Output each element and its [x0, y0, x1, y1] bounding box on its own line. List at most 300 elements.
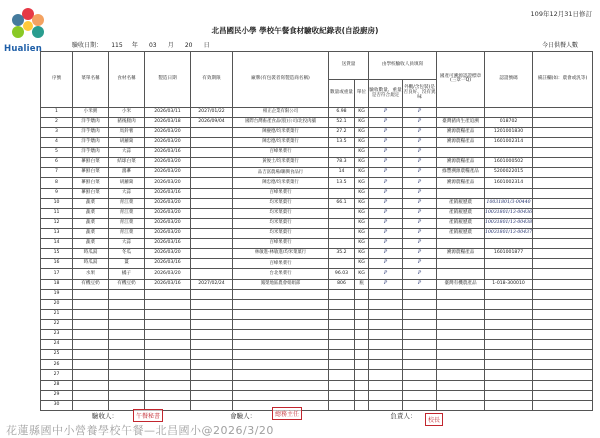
cell-ingredient: 大蒜	[109, 239, 145, 249]
cell-qty: 35.2	[329, 249, 355, 259]
cell-ingredient: 橘子	[109, 269, 145, 279]
cell-cert-no: 1601002314	[485, 137, 533, 147]
table-row	[41, 319, 593, 329]
cell-seq: 7	[41, 168, 73, 178]
cell-unit	[355, 299, 369, 309]
cell-qty	[329, 340, 355, 350]
cell-supplier: 百峰果菜行	[233, 239, 329, 249]
cell-dish	[73, 340, 109, 350]
cell-qty: 13.5	[329, 137, 355, 147]
receipt-month: 03	[148, 42, 157, 49]
receipt-month-unit: 月	[167, 42, 174, 49]
cell-expiry	[191, 319, 233, 329]
cell-unit	[355, 309, 369, 319]
cell-check-quality: P	[369, 269, 403, 279]
cell-check-packaging: P	[403, 259, 437, 269]
header-unit: 單位	[355, 80, 369, 107]
cell-check-packaging: P	[403, 239, 437, 249]
cell-check-packaging: P	[403, 198, 437, 208]
cell-seq: 3	[41, 127, 73, 137]
cell-expiry	[191, 340, 233, 350]
cell-expiry	[191, 269, 233, 279]
cell-check-quality: P	[369, 249, 403, 259]
cell-check-quality: P	[369, 188, 403, 198]
cell-qty: 52.1	[329, 117, 355, 127]
cell-supplier: 陳慶德/均米菜菓行	[233, 127, 329, 137]
cell-cert-no	[485, 148, 533, 158]
cell-expiry	[191, 370, 233, 380]
cell-ingredient	[109, 289, 145, 299]
cell-unit: KG	[355, 158, 369, 168]
cell-dish	[73, 360, 109, 370]
cell-dish	[73, 319, 109, 329]
cell-check-packaging	[403, 400, 437, 410]
cell-check-packaging	[403, 380, 437, 390]
cell-gov-mark	[437, 380, 485, 390]
cell-seq: 23	[41, 330, 73, 340]
cell-cert-no: 1601000502	[485, 158, 533, 168]
cell-gov-mark: 產銷履歷農	[437, 218, 485, 228]
cell-expiry	[191, 299, 233, 309]
cell-check-packaging	[403, 319, 437, 329]
cell-gov-mark: 溯源農糧產品	[437, 158, 485, 168]
cell-dish	[73, 299, 109, 309]
cell-ingredient	[109, 299, 145, 309]
cell-expiry	[191, 188, 233, 198]
cell-unit: KG	[355, 208, 369, 218]
cell-check-quality: P	[369, 148, 403, 158]
cell-gov-mark	[437, 148, 485, 158]
cell-qty	[329, 319, 355, 329]
cell-supplier: 國際台灣畜產食品(股)公司/北投肉舖	[233, 117, 329, 127]
cell-supplier	[233, 370, 329, 380]
cell-check-packaging: P	[403, 279, 437, 289]
cell-cert-no: 5200022015	[485, 168, 533, 178]
cell-qty	[329, 360, 355, 370]
cell-dish	[73, 330, 109, 340]
cell-check-quality: P	[369, 127, 403, 137]
cell-remarks	[533, 370, 593, 380]
cell-cert-no	[485, 309, 533, 319]
header-ingredient: 食材名稱	[109, 52, 145, 108]
cell-gov-mark	[437, 360, 485, 370]
cell-mfg-date	[145, 380, 191, 390]
cell-check-quality: P	[369, 239, 403, 249]
cell-supplier: 黃俊士/均米菜菓行	[233, 158, 329, 168]
cell-gov-mark	[437, 269, 485, 279]
cell-dish: 蔘鮮白菜	[73, 188, 109, 198]
cell-qty	[329, 289, 355, 299]
cell-seq: 11	[41, 208, 73, 218]
cell-seq: 24	[41, 340, 73, 350]
cell-check-quality	[369, 289, 403, 299]
cell-dish: 洋芋燉肉	[73, 137, 109, 147]
cell-check-quality	[369, 319, 403, 329]
cell-supplier: 陳忠德/均米菜菓行	[233, 178, 329, 188]
cell-dish: 蔘鮮白菜	[73, 158, 109, 168]
cell-check-packaging	[403, 390, 437, 400]
cell-qty	[329, 370, 355, 380]
cell-ingredient: 胡蘿蔔	[109, 137, 145, 147]
table-row	[41, 299, 593, 309]
table-row	[41, 137, 593, 147]
cell-check-quality: P	[369, 208, 403, 218]
cell-check-quality: P	[369, 158, 403, 168]
cell-supplier	[233, 390, 329, 400]
cell-cert-no	[485, 370, 533, 380]
cell-dish: 洋芋燉肉	[73, 127, 109, 137]
cell-dish: 小米粥	[73, 107, 109, 117]
header-seq: 序號	[41, 52, 73, 108]
cell-cert-no	[485, 380, 533, 390]
cell-unit: KG	[355, 198, 369, 208]
inspector-label: 驗收人：	[92, 412, 118, 420]
cell-mfg-date: 2026/03/20	[145, 137, 191, 147]
cell-mfg-date: 2026/03/16	[145, 279, 191, 289]
cell-ingredient: 小米	[109, 107, 145, 117]
cell-unit: KG	[355, 239, 369, 249]
logo-text: Hualien	[4, 44, 42, 54]
table-row	[41, 400, 593, 410]
cell-unit: KG	[355, 269, 369, 279]
cell-check-packaging	[403, 350, 437, 360]
cell-seq: 28	[41, 380, 73, 390]
cell-ingredient: 青江菜	[109, 198, 145, 208]
cell-expiry	[191, 158, 233, 168]
cell-remarks	[533, 228, 593, 238]
cell-seq: 14	[41, 239, 73, 249]
school-logo	[6, 4, 50, 48]
cell-ingredient	[109, 330, 145, 340]
table-row	[41, 370, 593, 380]
cell-remarks	[533, 148, 593, 158]
cell-unit: KG	[355, 137, 369, 147]
cell-remarks	[533, 400, 593, 410]
table-row	[41, 127, 593, 137]
cell-qty: 78.3	[329, 158, 355, 168]
table-row	[41, 188, 593, 198]
cell-expiry: 2026/09/04	[191, 117, 233, 127]
cell-cert-no: 10031801/3-00440	[485, 198, 533, 208]
table-row	[41, 117, 593, 127]
cell-dish: 水果	[73, 269, 109, 279]
cell-ingredient: 冬瓜	[109, 249, 145, 259]
cell-supplier: 均米菜菓行	[233, 228, 329, 238]
cell-seq: 16	[41, 259, 73, 269]
table-row	[41, 279, 593, 289]
cell-mfg-date: 2026/03/20	[145, 218, 191, 228]
cell-qty	[329, 239, 355, 249]
cell-remarks	[533, 249, 593, 259]
cell-gov-mark	[437, 289, 485, 299]
cell-dish: 蔘鮮白菜	[73, 178, 109, 188]
cell-unit: KG	[355, 107, 369, 117]
cell-ingredient	[109, 350, 145, 360]
cell-expiry	[191, 218, 233, 228]
cell-unit: KG	[355, 218, 369, 228]
cell-gov-mark	[437, 330, 485, 340]
cell-expiry: 2027/01/22	[191, 107, 233, 117]
cell-seq: 15	[41, 249, 73, 259]
cell-cert-no	[485, 340, 533, 350]
table-row	[41, 178, 593, 188]
cell-seq: 19	[41, 289, 73, 299]
cell-supplier	[233, 380, 329, 390]
cell-remarks	[533, 127, 593, 137]
cell-ingredient	[109, 360, 145, 370]
cell-seq: 21	[41, 309, 73, 319]
cell-cert-no	[485, 239, 533, 249]
cell-expiry	[191, 178, 233, 188]
cell-supplier: 陳忠德/均米菜菓行	[233, 137, 329, 147]
table-row	[41, 239, 593, 249]
cell-seq: 18	[41, 279, 73, 289]
cell-mfg-date	[145, 340, 191, 350]
cell-check-quality: P	[369, 228, 403, 238]
table-row	[41, 249, 593, 259]
cell-gov-mark	[437, 188, 485, 198]
cell-mfg-date: 2026/03/20	[145, 127, 191, 137]
cell-dish	[73, 380, 109, 390]
cell-check-packaging: P	[403, 117, 437, 127]
cell-ingredient: 豬後腿肉	[109, 117, 145, 127]
cell-supplier	[233, 330, 329, 340]
cell-cert-no	[485, 330, 533, 340]
director-stamp: 校長	[425, 413, 443, 426]
cell-gov-mark	[437, 239, 485, 249]
cell-cert-no: 1601001877	[485, 249, 533, 259]
cell-supplier: 鳳榮地區農會娟娟部	[233, 279, 329, 289]
cell-cert-no: 1601002314	[485, 178, 533, 188]
cell-unit: 瓶	[355, 279, 369, 289]
cell-mfg-date: 2026/03/16	[145, 188, 191, 198]
cell-gov-mark	[437, 309, 485, 319]
cell-remarks	[533, 350, 593, 360]
cell-unit	[355, 400, 369, 410]
cell-supplier	[233, 289, 329, 299]
cell-qty: 14	[329, 168, 355, 178]
cell-check-packaging	[403, 340, 437, 350]
cell-supplier	[233, 360, 329, 370]
cell-expiry	[191, 390, 233, 400]
cell-ingredient: 青江菜	[109, 228, 145, 238]
cell-unit: KG	[355, 178, 369, 188]
cell-ingredient: 胡蘿蔔	[109, 178, 145, 188]
table-row	[41, 148, 593, 158]
cell-mfg-date	[145, 350, 191, 360]
cell-gov-mark: 溯源農糧產品	[437, 249, 485, 259]
cell-expiry	[191, 249, 233, 259]
cell-supplier: 百峰果菜行	[233, 259, 329, 269]
cell-check-quality	[369, 360, 403, 370]
cell-check-packaging: P	[403, 188, 437, 198]
receipt-day: 20	[184, 42, 193, 49]
cell-dish	[73, 370, 109, 380]
cell-supplier	[233, 299, 329, 309]
cell-qty	[329, 390, 355, 400]
cell-ingredient	[109, 319, 145, 329]
cell-remarks	[533, 269, 593, 279]
cell-seq: 10	[41, 198, 73, 208]
cell-qty: 806	[329, 279, 355, 289]
header-delivery: 送貨量	[329, 52, 369, 80]
cell-remarks	[533, 208, 593, 218]
cell-remarks	[533, 117, 593, 127]
reviewer-stamp: 總務主任	[272, 407, 302, 420]
cell-seq: 2	[41, 117, 73, 127]
table-row	[41, 107, 593, 117]
cell-qty	[329, 309, 355, 319]
cell-mfg-date: 2026/03/16	[145, 239, 191, 249]
cell-gov-mark: 產銷履歷農	[437, 208, 485, 218]
cell-check-quality	[369, 340, 403, 350]
cell-cert-no	[485, 259, 533, 269]
cell-mfg-date: 2026/03/20	[145, 269, 191, 279]
table-row	[41, 168, 593, 178]
cell-check-packaging: P	[403, 137, 437, 147]
cell-unit	[355, 350, 369, 360]
cell-dish: 蔬菜	[73, 228, 109, 238]
cell-check-packaging: P	[403, 178, 437, 188]
cell-dish: 蔬菜	[73, 239, 109, 249]
cell-expiry	[191, 380, 233, 390]
cell-gov-mark: 溯源農糧產品	[437, 137, 485, 147]
cell-mfg-date: 2026/03/20	[145, 198, 191, 208]
cell-unit	[355, 289, 369, 299]
cell-ingredient: 青江菜	[109, 208, 145, 218]
cell-supplier: 百峰果菜行	[233, 188, 329, 198]
cell-mfg-date: 2026/03/18	[145, 117, 191, 127]
cell-remarks	[533, 289, 593, 299]
cell-gov-mark: 產銷履歷農	[437, 228, 485, 238]
cell-remarks	[533, 158, 593, 168]
cell-unit: KG	[355, 249, 369, 259]
cell-check-packaging	[403, 309, 437, 319]
cell-gov-mark	[437, 370, 485, 380]
cell-expiry	[191, 400, 233, 410]
cell-ingredient: 鴻蔘	[109, 168, 145, 178]
cell-qty	[329, 148, 355, 158]
cell-mfg-date: 2026/03/11	[145, 107, 191, 117]
header-cert-no: 認證號碼	[485, 52, 533, 108]
cell-unit: KG	[355, 228, 369, 238]
header-supplier: 廠牌(有包裝者寫製造商名稱)	[233, 52, 329, 108]
cell-remarks	[533, 309, 593, 319]
cell-seq: 26	[41, 360, 73, 370]
cell-mfg-date: 2026/03/20	[145, 178, 191, 188]
table-row	[41, 340, 593, 350]
cell-gov-mark	[437, 319, 485, 329]
inspection-table	[40, 51, 593, 411]
cell-remarks	[533, 168, 593, 178]
cell-unit: KG	[355, 117, 369, 127]
cell-unit: KG	[355, 168, 369, 178]
cell-unit	[355, 360, 369, 370]
cell-mfg-date	[145, 390, 191, 400]
cell-dish: 蔘鮮白菜	[73, 168, 109, 178]
header-remarks: 備註欄(如：農會或汎等)	[533, 52, 593, 108]
cell-expiry	[191, 137, 233, 147]
cell-cert-no: 10031801/13-00437	[485, 228, 533, 238]
cell-supplier: 均米菜菓行	[233, 198, 329, 208]
cell-unit	[355, 330, 369, 340]
cell-cert-no	[485, 350, 533, 360]
cell-gov-mark: 溯源農糧產品	[437, 127, 485, 137]
cell-remarks	[533, 218, 593, 228]
receipt-date-label: 驗收日期：	[72, 42, 103, 49]
cell-qty: 96.03	[329, 269, 355, 279]
cell-seq: 6	[41, 158, 73, 168]
cell-dish: 蔬菜	[73, 208, 109, 218]
header-mfg-date: 製造日期	[145, 52, 191, 108]
table-row	[41, 218, 593, 228]
cell-seq: 8	[41, 178, 73, 188]
cell-unit: KG	[355, 188, 369, 198]
cell-qty	[329, 218, 355, 228]
cell-ingredient: 有機豆奶	[109, 279, 145, 289]
cell-expiry	[191, 208, 233, 218]
cell-seq: 30	[41, 400, 73, 410]
cell-check-quality	[369, 380, 403, 390]
cell-qty	[329, 400, 355, 410]
cell-supplier	[233, 319, 329, 329]
cell-mfg-date	[145, 289, 191, 299]
cell-cert-no	[485, 360, 533, 370]
cell-expiry	[191, 148, 233, 158]
cell-remarks	[533, 107, 593, 117]
cell-cert-no: 10031801/13-00438	[485, 218, 533, 228]
cell-mfg-date	[145, 299, 191, 309]
cell-remarks	[533, 360, 593, 370]
cell-check-packaging: P	[403, 218, 437, 228]
cell-supplier: 林敏進-林敏進/均米菜菓行	[233, 249, 329, 259]
cell-qty	[329, 380, 355, 390]
cell-unit	[355, 319, 369, 329]
cell-check-packaging	[403, 370, 437, 380]
cell-supplier	[233, 340, 329, 350]
cell-unit	[355, 340, 369, 350]
cell-dish: 蔬菜	[73, 218, 109, 228]
cell-seq: 5	[41, 148, 73, 158]
cell-dish	[73, 309, 109, 319]
cell-dish	[73, 390, 109, 400]
cell-remarks	[533, 259, 593, 269]
cell-qty: 6.98	[329, 107, 355, 117]
cell-gov-mark	[437, 107, 485, 117]
cell-qty	[329, 188, 355, 198]
table-row	[41, 198, 593, 208]
cell-ingredient: 薑	[109, 259, 145, 269]
cell-expiry	[191, 168, 233, 178]
cell-ingredient: 大蒜	[109, 188, 145, 198]
cell-qty	[329, 208, 355, 218]
cell-expiry	[191, 239, 233, 249]
cell-check-packaging: P	[403, 127, 437, 137]
cell-check-packaging	[403, 289, 437, 299]
cell-dish	[73, 350, 109, 360]
cell-seq: 1	[41, 107, 73, 117]
cell-qty: 27.2	[329, 127, 355, 137]
cell-cert-no	[485, 299, 533, 309]
cell-expiry	[191, 309, 233, 319]
cell-dish	[73, 400, 109, 410]
cell-mfg-date: 2026/03/16	[145, 148, 191, 158]
receipt-year-unit: 年	[131, 42, 138, 49]
cell-check-packaging: P	[403, 168, 437, 178]
cell-ingredient: 馬鈴薯	[109, 127, 145, 137]
cell-seq: 17	[41, 269, 73, 279]
cell-ingredient	[109, 390, 145, 400]
